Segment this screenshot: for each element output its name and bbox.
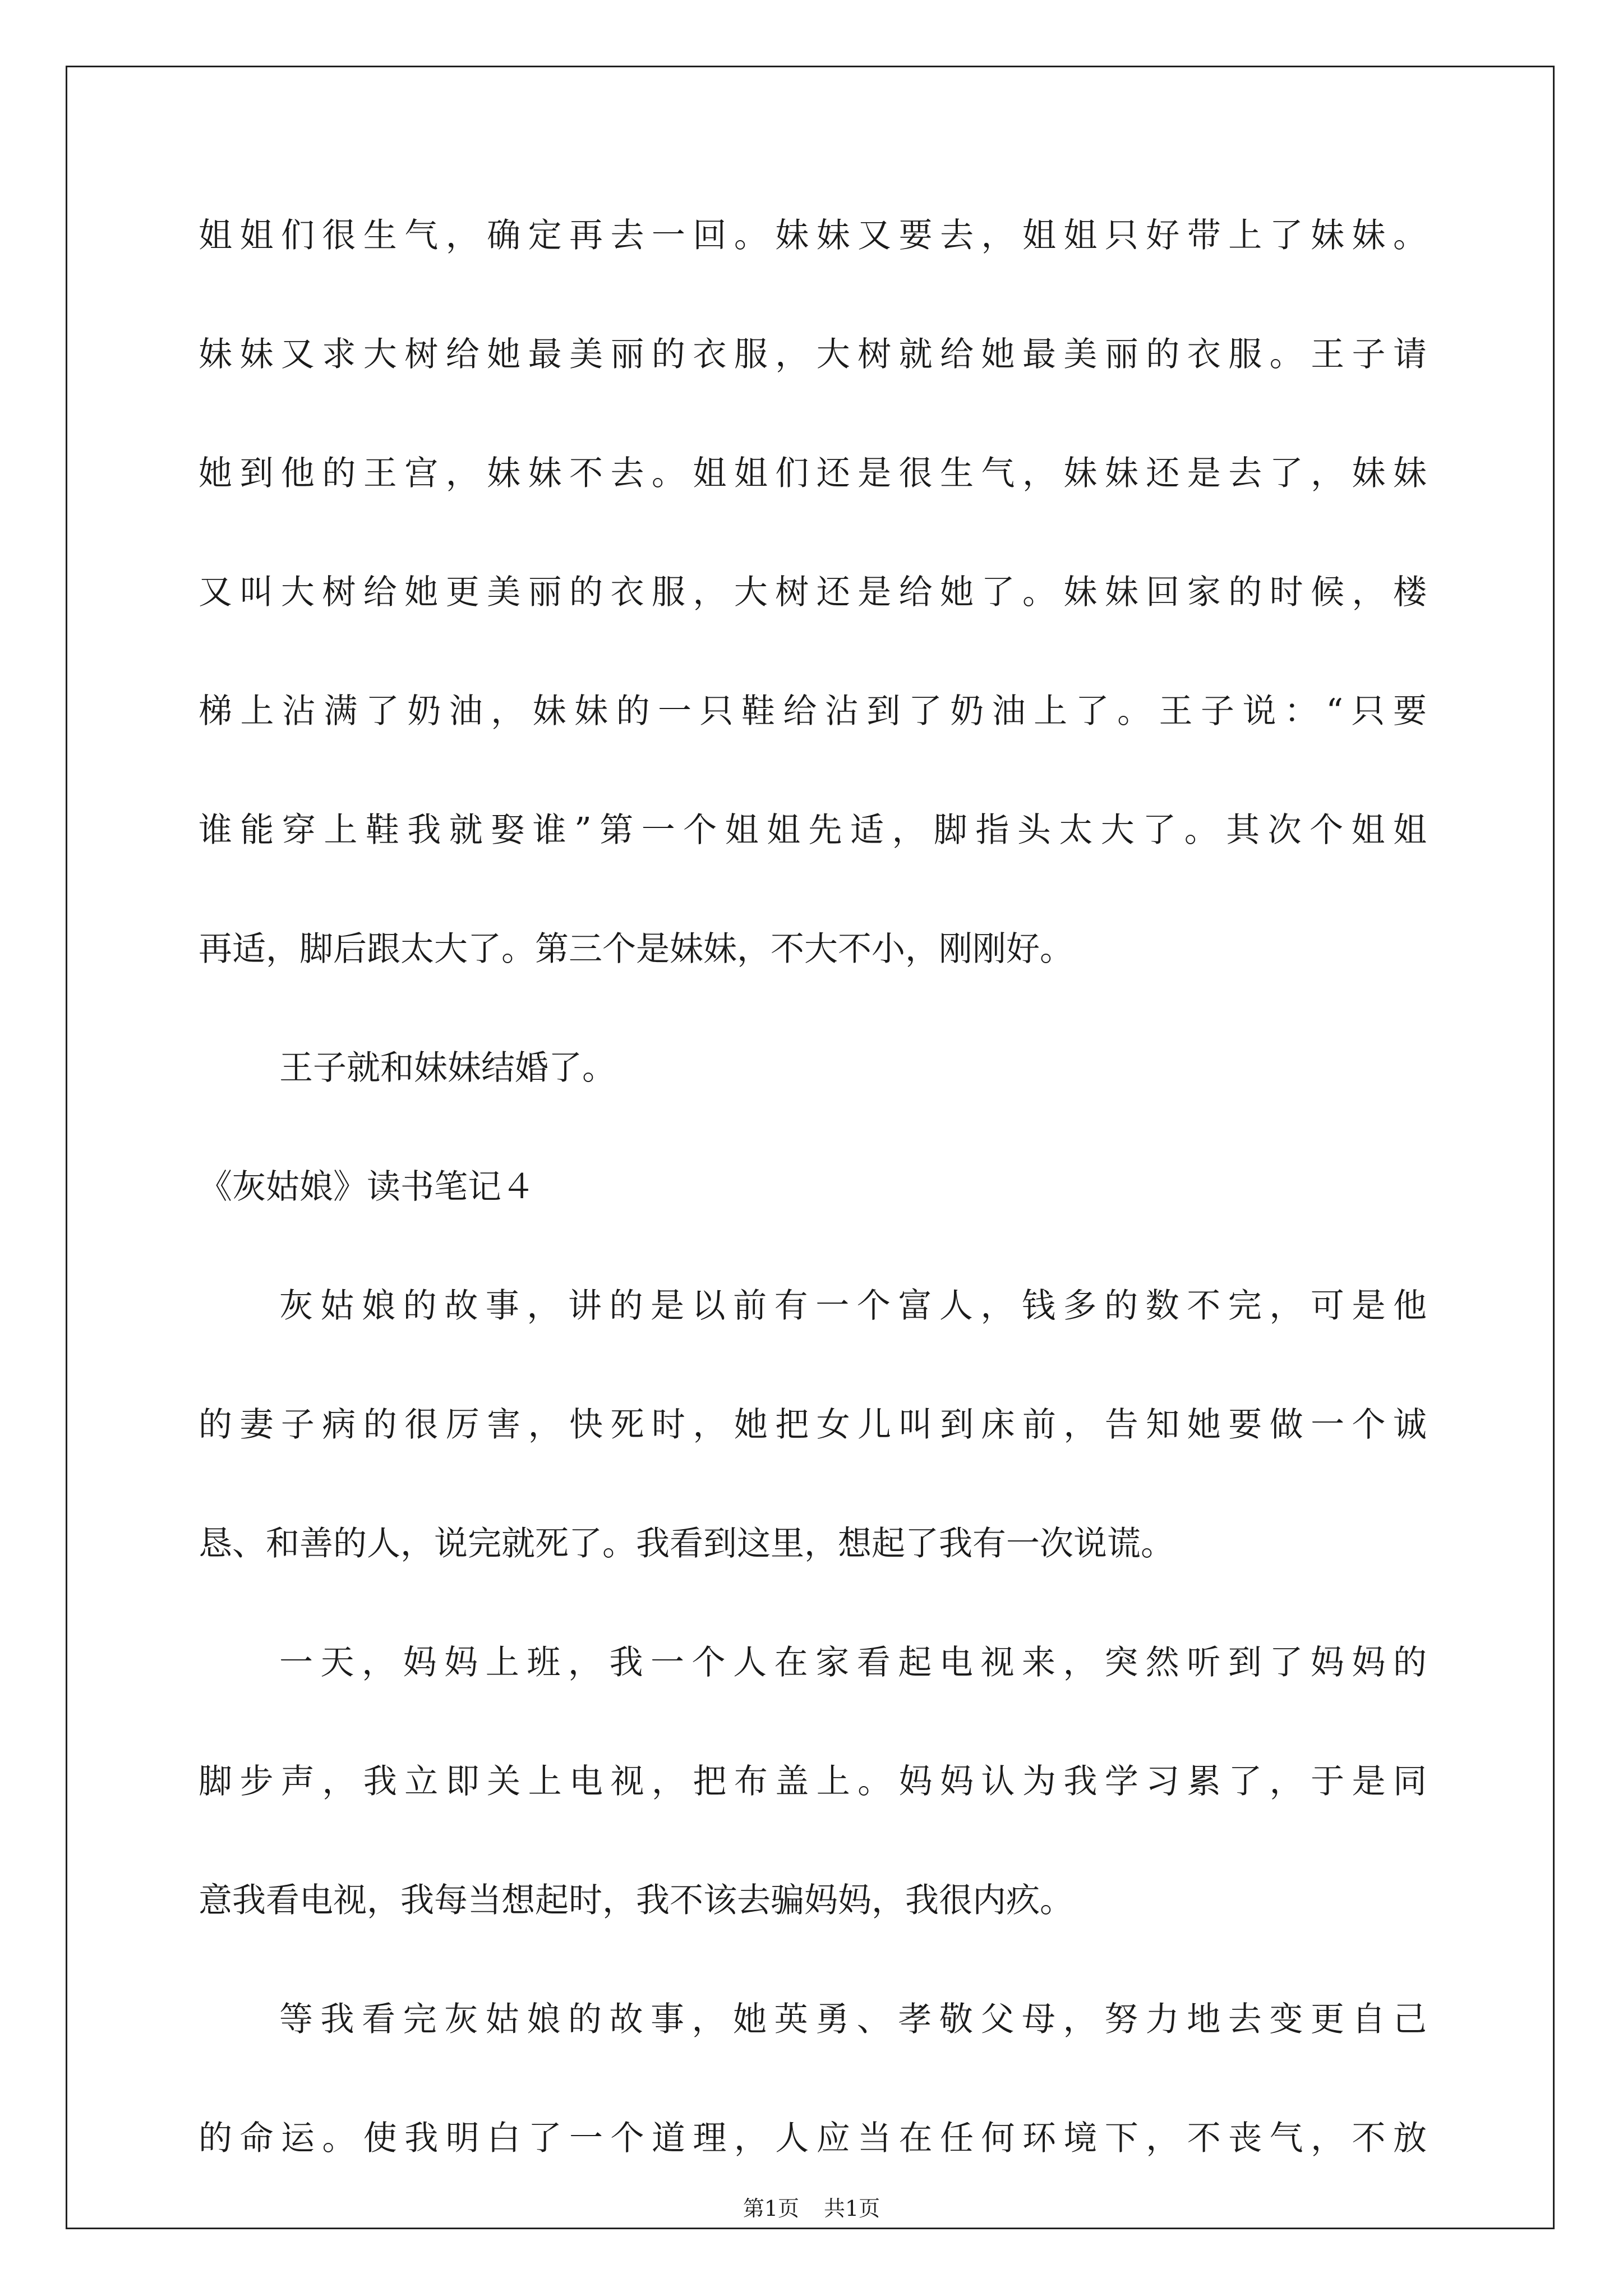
paragraph-line: 王子就和妹妹结婚了。	[279, 1048, 616, 1088]
paragraph-line: 姐姐们很生气，确定再去一回。妹妹又要去，姐姐只好带上了妹妹。	[199, 216, 1427, 255]
section-heading: 《灰姑娘》读书笔记４	[199, 1167, 535, 1207]
paragraph-line: 的命运。使我明白了一个道理，人应当在任何环境下，不丧气，不放	[199, 2119, 1427, 2158]
page-footer	[0, 2194, 1623, 2223]
page-number: 第1页	[743, 2196, 799, 2221]
paragraph-line: 意我看电视，我每当想起时，我不该去骗妈妈，我很内疚。	[199, 1881, 1073, 1920]
paragraph-line: 再适，脚后跟太大了。第三个是妹妹，不大不小，刚刚好。	[199, 930, 1073, 969]
paragraph-line: 的妻子病的很厉害，快死时，她把女儿叫到床前，告知她要做一个诚	[199, 1405, 1427, 1444]
page-total: 共1页	[824, 2196, 880, 2221]
paragraph-line: 一天，妈妈上班，我一个人在家看起电视来，突然听到了妈妈的	[279, 1643, 1427, 1682]
paragraph-line: 脚步声，我立即关上电视，把布盖上。妈妈认为我学习累了，于是同	[199, 1762, 1427, 1801]
paragraph-line: 等我看完灰姑娘的故事，她英勇、孝敬父母，努力地去变更自己	[279, 2000, 1427, 2039]
paragraph-line: 妹妹又求大树给她最美丽的衣服，大树就给她最美丽的衣服。王子请	[199, 335, 1427, 374]
paragraph-line: 恳、和善的人，说完就死了。我看到这里，想起了我有一次说谎。	[199, 1524, 1174, 1563]
paragraph-line: 谁能穿上鞋我就娶谁”第一个姐姐先适，脚指头太大了。其次个姐姐	[199, 811, 1427, 850]
paragraph-line: 灰姑娘的故事，讲的是以前有一个富人，钱多的数不完，可是他	[279, 1286, 1427, 1326]
paragraph-line: 她到他的王宫，妹妹不去。姐姐们还是很生气，妹妹还是去了，妹妹	[199, 454, 1427, 493]
paragraph-line: 又叫大树给她更美丽的衣服，大树还是给她了。妹妹回家的时候，楼	[199, 573, 1427, 612]
paragraph-line: 梯上沾满了奶油，妹妹的一只鞋给沾到了奶油上了。王子说：“只要	[199, 692, 1427, 731]
